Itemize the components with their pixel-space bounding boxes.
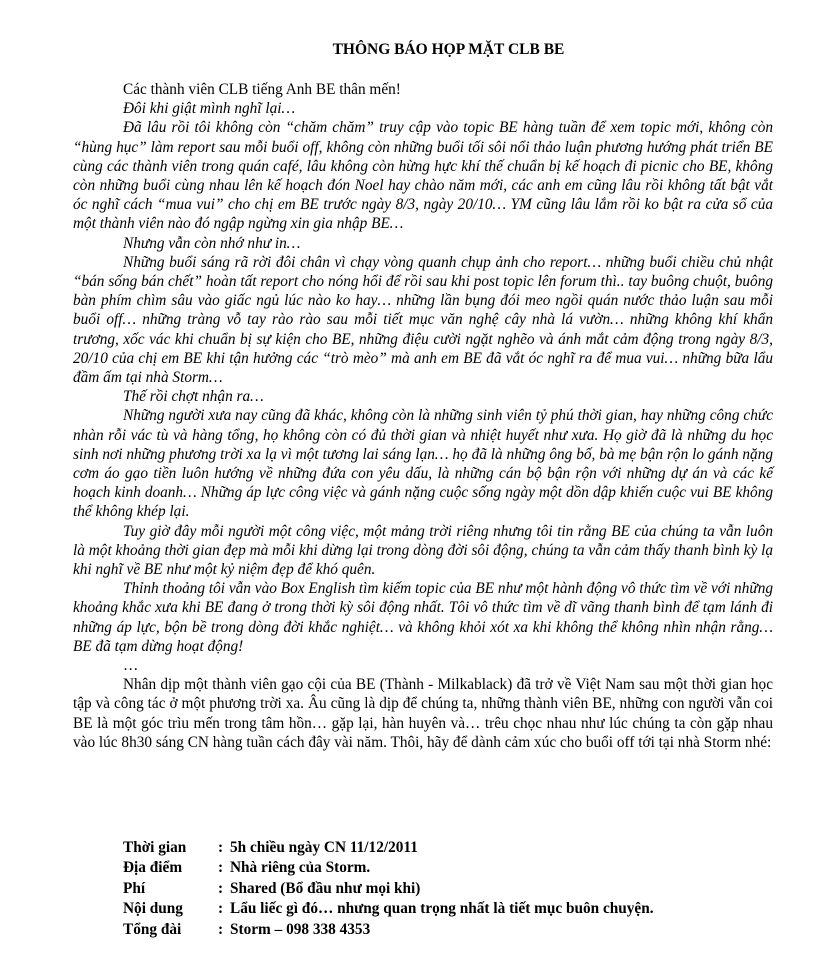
paragraph: Tuy giờ đây mỗi người một công việc, một mảng trời riêng nhưng tôi tin rằng BE của chúng ta vẫn luôn là một khoảng thời gian đẹp mà mỗi khi dừng lại trong dòng đời sôi động, chúng ta vẫn cảm thấy thanh bình kỳ lạ khi nghĩ về BE như một kỷ niệm đẹp để khó quên. bbox=[73, 522, 773, 579]
detail-label: Tổng đài bbox=[123, 920, 182, 938]
detail-value: Lẩu liếc gì đó… nhưng quan trọng nhất là tiết mục buôn chuyện. bbox=[230, 900, 654, 918]
paragraph: Đã lâu rồi tôi không còn “chăm chăm” truy cập vào topic BE hàng tuần để xem topic mới, không còn “hùng hục” làm report sau mỗi buổi off, không còn những buổi tối sôi nổi thảo luận phương hướng phát triển BE cùng các thành viên trong quán café, lâu không còn hừng hực khí thế chuẩn bị kế hoạch đi picnic cho BE, không còn những buổi cùng nhau lên kế hoạch đón Noel hay chào năm mới, các anh em cũng lâu rồi không tất bật vắt óc nghĩ cách “mua vui” cho chị em BE trước ngày 8/3, ngày 20/10… YM cũng lâu lắm rồi ko bật ra cửa sổ của một thành viên nào đó ngập ngừng xin gia nhập BE… bbox=[73, 119, 773, 233]
greeting: Các thành viên CLB tiếng Anh BE thân mến! bbox=[123, 81, 401, 98]
detail-label: Nội dung bbox=[123, 900, 183, 918]
detail-separator: : bbox=[218, 920, 224, 938]
document-title: THÔNG BÁO HỌP MẶT CLB BE bbox=[332, 41, 565, 58]
detail-label: Thời gian bbox=[123, 839, 187, 856]
detail-separator: : bbox=[218, 839, 224, 856]
paragraph: Đôi khi giật mình nghĩ lại… bbox=[123, 100, 296, 118]
ellipsis-line: … bbox=[123, 657, 139, 675]
detail-label: Địa điểm bbox=[123, 859, 183, 877]
detail-separator: : bbox=[218, 879, 224, 897]
detail-value: Storm – 098 338 4353 bbox=[230, 920, 371, 938]
detail-value: Nhà riêng của Storm. bbox=[230, 859, 371, 877]
detail-row-content bbox=[123, 899, 654, 919]
detail-label: Phí bbox=[123, 879, 146, 897]
event-details bbox=[123, 838, 654, 940]
detail-row-fee bbox=[123, 879, 654, 899]
detail-row-time bbox=[123, 838, 654, 858]
detail-value: Shared (Bổ đầu như mọi khi) bbox=[230, 879, 421, 897]
detail-separator: : bbox=[218, 900, 224, 918]
detail-row-location bbox=[123, 858, 654, 878]
detail-value: 5h chiều ngày CN 11/12/2011 bbox=[230, 839, 418, 856]
closing-paragraph: Nhân dịp một thành viên gạo cội của BE (Thành - Milkablack) đã trở về Việt Nam sau một thời gian học tập và công tác ở một phương trời xa. Âu cũng là dịp để chúng ta, những thành viên BE, những con người vẫn coi BE là một góc trìu mến trong tâm hồn… gặp lại, hàn huyên và… trêu chọc nhau như lúc chúng ta còn gặp nhau vào lúc 8h30 sáng CN hàng tuần cách đây vài năm. Thôi, hãy để dành cảm xúc cho buổi off tới tại nhà Storm nhé: bbox=[73, 676, 773, 751]
paragraph: Nhưng vẫn còn nhớ như in… bbox=[123, 234, 301, 252]
paragraph: Thỉnh thoảng tôi vẫn vào Box English tìm kiếm topic của BE như một hành động vô thức tìm về với những khoảng khắc xưa khi BE đang ở trong thời kỳ sôi động nhất. Tôi vô thức tìm về dĩ vãng thanh bình để tạm lánh đi những áp lực, bộn bề trong dòng đời khắc nghiệt… và không khỏi xót xa khi không thể không nhìn nhận rằng… BE đã tạm dừng hoạt động! bbox=[73, 580, 773, 655]
detail-separator: : bbox=[218, 859, 224, 877]
paragraph: Những buổi sáng rã rời đôi chân vì chạy vòng quanh chụp ảnh cho report… những buổi chiều chủ nhật “bán sống bán chết” hoàn tất report cho nóng hổi để rồi sau khi post topic lên forum thì.. tay buông chuột, buông bàn phím chìm sâu vào giấc ngủ lúc nào ko hay… những lần bụng đói meo ngồi quán nước thảo luận sau mỗi buổi off… những tràng vỗ tay rào rào sau mỗi tiết mục văn nghệ cây nhà lá vườn… những không khí khẩn trương, xốc vác khi chuẩn bị sự kiện cho BE, những điệu cười ngặt nghẽo và ánh mắt cảm động trong ngày 8/3, 20/10 của chị em BE khi tận hưởng các “trò mèo” mà anh em BE đã vắt óc nghĩ ra để mua vui… những bữa lẩu đầm ấm tại nhà Storm… bbox=[73, 253, 773, 387]
paragraph: Thế rồi chợt nhận ra… bbox=[123, 388, 264, 406]
document-body bbox=[73, 80, 773, 752]
paragraph: Những người xưa nay cũng đã khác, không còn là những sinh viên tỷ phú thời gian, hay những công chức nhàn rỗi vác tù và hàng tổng, họ không còn có đủ thời gian và nhiệt huyết như xưa. Họ giờ đã là những du học sinh nơi những phương trời xa lạ vì một tương lai sáng lạn… họ đã là những ông bố, bà mẹ bận rộn lo gánh nặng cơm áo gạo tiền luôn hướng về những đứa con yêu dấu, là những cán bộ bận rộn với những dự án và các kế hoạch kinh doanh… Những áp lực công việc và gánh nặng cuộc sống ngày một dồn dập khiến cuộc vui BE không thể không khép lại. bbox=[73, 407, 773, 521]
detail-row-contact bbox=[123, 920, 654, 940]
